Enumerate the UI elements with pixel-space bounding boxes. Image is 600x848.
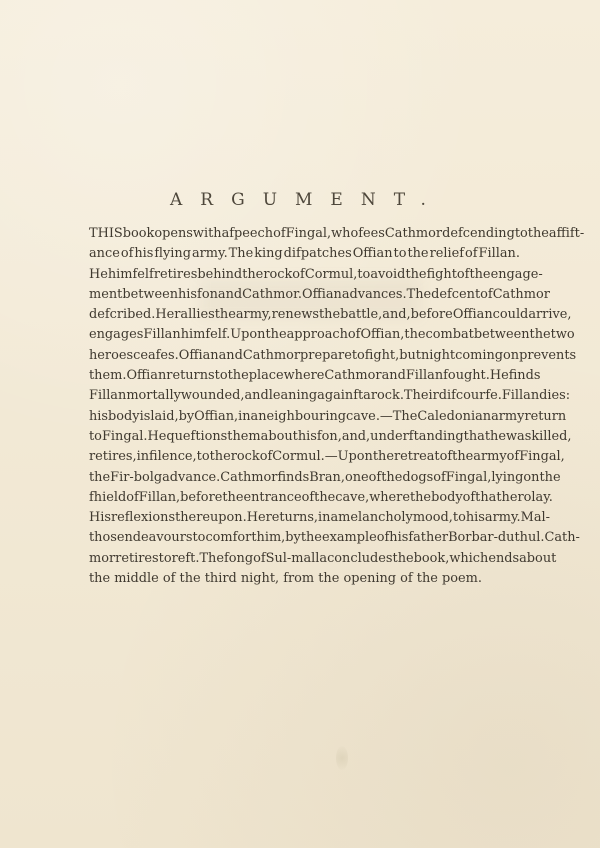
word: army. xyxy=(191,246,228,262)
paragraph-line-3 xyxy=(89,265,543,285)
word: laid, xyxy=(150,408,179,424)
word: prevents xyxy=(519,347,577,363)
word: army xyxy=(473,449,507,465)
word: in xyxy=(136,449,150,465)
word: the xyxy=(318,307,341,323)
word: againft xyxy=(317,388,364,404)
word: the xyxy=(407,246,429,262)
word: Mal- xyxy=(520,510,551,526)
word: THIS xyxy=(89,226,123,241)
word: mood, xyxy=(412,510,453,526)
word: night xyxy=(420,347,456,363)
word: the xyxy=(405,266,427,282)
word: army. xyxy=(484,510,521,526)
word: to xyxy=(89,428,102,444)
word: to xyxy=(351,347,365,363)
word: fight, xyxy=(364,347,400,363)
word: one xyxy=(344,469,369,485)
word: He xyxy=(155,307,175,323)
word: fhield xyxy=(89,489,127,505)
paragraph-line-9 xyxy=(89,386,571,406)
word: in xyxy=(238,408,251,424)
word: Fillan xyxy=(405,368,444,384)
word: the xyxy=(381,469,403,485)
word: his xyxy=(465,510,485,526)
word: Offian xyxy=(178,347,219,363)
paragraph-line-11 xyxy=(89,427,572,447)
word: fought. xyxy=(443,368,490,384)
word: returns, xyxy=(265,510,319,526)
word: Fingal, xyxy=(285,226,332,241)
word: advances. xyxy=(341,286,407,302)
word: relief xyxy=(429,246,464,262)
word: returns xyxy=(166,368,215,384)
word: rock xyxy=(263,266,293,282)
paragraph-line-13 xyxy=(89,468,561,488)
word: before xyxy=(410,307,453,323)
word: in xyxy=(318,510,331,526)
word: ends xyxy=(488,550,520,566)
word: Offian xyxy=(352,246,393,262)
word: fpeech xyxy=(229,226,274,241)
word: Cathmor xyxy=(492,286,550,302)
word: rock xyxy=(230,449,260,465)
word: but xyxy=(399,347,421,363)
word: renews xyxy=(271,307,319,323)
word: He xyxy=(489,368,509,384)
word: of xyxy=(433,469,446,485)
word: and xyxy=(381,368,406,384)
word: where xyxy=(369,489,410,505)
word: The xyxy=(228,246,254,262)
word: retires xyxy=(115,550,159,566)
word: lying xyxy=(491,469,524,485)
word: difcourfe. xyxy=(438,388,502,404)
word: cave, xyxy=(335,489,370,505)
word: the xyxy=(300,530,322,546)
word: of xyxy=(259,449,273,465)
word: Offian xyxy=(302,286,342,302)
word: him, xyxy=(256,530,286,546)
word: ceafes. xyxy=(133,347,179,363)
word: reflexions xyxy=(110,510,176,526)
word: is xyxy=(139,408,151,424)
word: comfort xyxy=(205,530,257,546)
word: fong xyxy=(223,550,254,566)
word: fon, xyxy=(316,428,342,444)
word: Fillan xyxy=(143,327,181,343)
word: mor xyxy=(89,550,116,566)
word: the xyxy=(214,307,236,323)
word: fon xyxy=(197,286,218,302)
word: Offian, xyxy=(194,408,239,424)
word: neighbouring xyxy=(258,408,346,424)
word: about xyxy=(519,550,557,566)
word: of xyxy=(292,266,305,282)
word: Sul-malla xyxy=(265,550,328,566)
word: to xyxy=(393,246,407,262)
word: The xyxy=(406,286,432,302)
word: himfelf xyxy=(107,266,154,282)
word: Cathmor xyxy=(220,469,278,485)
word: the xyxy=(404,327,426,343)
word: Offian xyxy=(452,307,493,323)
word: affift- xyxy=(548,226,585,241)
paragraph-line-6 xyxy=(89,325,575,345)
word: Cormul.—Upon xyxy=(272,449,373,465)
word: Offian xyxy=(126,368,167,384)
word: Cathmor xyxy=(384,226,443,241)
word: a xyxy=(221,226,230,241)
word: them. xyxy=(89,368,127,384)
word: of xyxy=(347,327,361,343)
word: his xyxy=(134,246,154,262)
argument-heading: ARGUMENT. xyxy=(170,190,444,210)
word: defcent xyxy=(431,286,481,302)
word: retires xyxy=(153,266,198,282)
paragraph-line-10 xyxy=(89,407,567,427)
word: to xyxy=(214,368,228,384)
word: lay. xyxy=(531,489,553,505)
word: could xyxy=(492,307,529,323)
word: rock. xyxy=(370,388,404,404)
word: to xyxy=(452,510,466,526)
word: the xyxy=(227,368,249,384)
word: thereupon. xyxy=(175,510,247,526)
word: dies: xyxy=(539,388,571,404)
argument-paragraph xyxy=(89,224,585,589)
word: concludes xyxy=(327,550,393,566)
word: return xyxy=(524,408,567,424)
word: a xyxy=(250,408,259,424)
word: difpatches xyxy=(283,246,352,262)
word: of xyxy=(301,489,315,505)
word: example xyxy=(321,530,377,546)
word: his xyxy=(89,408,109,424)
word: Caledonian xyxy=(417,408,492,424)
word: heroes xyxy=(89,347,134,363)
word: hero xyxy=(501,489,532,505)
word: between xyxy=(473,327,530,343)
word: combat xyxy=(425,327,474,343)
word: by xyxy=(178,408,195,424)
word: finds xyxy=(508,368,541,384)
word: that xyxy=(463,428,491,444)
word: His xyxy=(89,510,111,526)
word: He xyxy=(89,266,108,282)
word: between xyxy=(122,286,178,302)
word: Bran, xyxy=(309,469,345,485)
word: of xyxy=(480,286,493,302)
word: and xyxy=(244,388,269,404)
word: dogs xyxy=(402,469,434,485)
paper-stain xyxy=(336,746,348,770)
word: which xyxy=(449,550,489,566)
word: where xyxy=(283,368,325,384)
word: army xyxy=(491,408,525,424)
word: behind xyxy=(197,266,243,282)
word: queftions xyxy=(166,428,228,444)
word: the xyxy=(265,327,287,343)
word: himfelf. xyxy=(180,327,231,343)
word: book xyxy=(122,226,155,241)
word: ment xyxy=(89,286,123,302)
word: on xyxy=(503,347,520,363)
word: the xyxy=(209,449,231,465)
word: two xyxy=(550,327,575,343)
word: mortally xyxy=(126,388,181,404)
paragraph-line-5 xyxy=(89,305,572,325)
word: them xyxy=(227,428,261,444)
word: Fingal, xyxy=(519,449,565,465)
word: who xyxy=(331,226,359,241)
word: the xyxy=(372,449,394,465)
word: thos xyxy=(89,530,117,546)
word: a xyxy=(363,388,371,404)
word: Cath- xyxy=(544,530,580,546)
word: place xyxy=(248,368,284,384)
word: on xyxy=(523,469,540,485)
word: of xyxy=(456,266,470,282)
word: defcending xyxy=(442,226,515,241)
paragraph-line-4 xyxy=(89,285,550,305)
word: cave.—The xyxy=(346,408,418,424)
word: arrive, xyxy=(528,307,572,323)
word: of xyxy=(506,449,520,465)
word: wounded, xyxy=(180,388,245,404)
word: battle, xyxy=(340,307,383,323)
word: to xyxy=(514,226,528,241)
word: to xyxy=(158,550,172,566)
word: that xyxy=(475,489,502,505)
word: entrance xyxy=(243,489,302,505)
word: the xyxy=(222,489,244,505)
word: Cathmor xyxy=(324,368,382,384)
word: the xyxy=(527,226,549,241)
word: He xyxy=(246,510,266,526)
word: of xyxy=(462,489,476,505)
word: defcribed. xyxy=(89,307,156,323)
word: prepare xyxy=(300,347,352,363)
word: Borbar-duthul. xyxy=(448,530,545,546)
word: endeavours xyxy=(116,530,193,546)
word: the xyxy=(392,550,414,566)
paragraph-line-16 xyxy=(89,528,580,548)
word: killed, xyxy=(531,428,572,444)
word: He xyxy=(147,428,167,444)
word: his xyxy=(178,286,198,302)
word: king xyxy=(254,246,283,262)
word: finds xyxy=(277,469,310,485)
word: the xyxy=(314,489,336,505)
word: the xyxy=(529,327,551,343)
word: Fillan xyxy=(501,388,540,404)
word: coming xyxy=(455,347,504,363)
word: Fillan, xyxy=(138,489,181,505)
word: retires, xyxy=(89,449,137,465)
word: engage- xyxy=(490,266,543,282)
word: flying xyxy=(154,246,191,262)
word: Their xyxy=(403,388,439,404)
word: with xyxy=(192,226,222,241)
word: Offian, xyxy=(360,327,405,343)
word: fees xyxy=(358,226,385,241)
word: and, xyxy=(382,307,411,323)
word: a xyxy=(330,510,339,526)
word: of xyxy=(376,530,390,546)
word: body xyxy=(108,408,140,424)
word: of xyxy=(126,489,139,505)
paragraph-line-14 xyxy=(89,488,553,508)
word: Fir-bolg xyxy=(110,469,163,485)
word: of xyxy=(368,469,382,485)
word: the xyxy=(409,489,432,505)
word: about xyxy=(260,428,298,444)
word: before xyxy=(180,489,223,505)
word: to xyxy=(196,449,210,465)
word: the xyxy=(242,266,264,282)
paragraph-line-1 xyxy=(89,224,585,244)
word: underftanding xyxy=(370,428,464,444)
word: Fingal, xyxy=(445,469,492,485)
paragraph-line-8 xyxy=(89,366,541,386)
word: retreat xyxy=(393,449,440,465)
paragraph-line-18: the middle of the third night, from the opening of the poem. xyxy=(89,571,482,587)
word: avoid xyxy=(370,266,406,282)
word: and xyxy=(217,286,243,302)
word: rallies xyxy=(174,307,215,323)
paragraph-line-12 xyxy=(89,447,565,467)
word: Upon xyxy=(230,327,266,343)
word: body xyxy=(431,489,463,505)
word: his xyxy=(389,530,409,546)
word: filence, xyxy=(149,449,197,465)
word: the xyxy=(452,449,474,465)
paragraph-line-7 xyxy=(89,346,577,366)
word: ance xyxy=(89,246,120,262)
word: and, xyxy=(341,428,371,444)
word: fight xyxy=(426,266,457,282)
word: approach xyxy=(286,327,348,343)
word: the xyxy=(469,266,491,282)
word: to xyxy=(357,266,371,282)
paragraph-line-2 xyxy=(89,244,520,264)
word: The xyxy=(199,550,224,566)
word: Cathmor. xyxy=(242,286,302,302)
word: reft. xyxy=(171,550,200,566)
word: of xyxy=(273,226,286,241)
word: melancholy xyxy=(338,510,413,526)
word: of xyxy=(439,449,453,465)
word: father xyxy=(408,530,449,546)
word: Fingal. xyxy=(101,428,148,444)
word: his xyxy=(297,428,317,444)
word: to xyxy=(192,530,206,546)
word: Fillan xyxy=(89,388,127,404)
word: of xyxy=(253,550,266,566)
word: army, xyxy=(235,307,272,323)
word: of xyxy=(120,246,134,262)
word: by xyxy=(285,530,301,546)
word: book, xyxy=(413,550,450,566)
word: Fillan. xyxy=(478,246,520,262)
word: Cathmor xyxy=(242,347,301,363)
word: engages xyxy=(89,327,144,343)
word: leaning xyxy=(268,388,318,404)
word: the xyxy=(89,469,111,485)
word: of xyxy=(464,246,478,262)
paragraph-line-17 xyxy=(89,549,557,569)
word: opens xyxy=(154,226,193,241)
word: the xyxy=(539,469,561,485)
word: Cormul, xyxy=(304,266,358,282)
word: and xyxy=(218,347,243,363)
word: was xyxy=(505,428,532,444)
word: he xyxy=(490,428,506,444)
paragraph-line-15 xyxy=(89,508,551,528)
word: advance. xyxy=(162,469,221,485)
